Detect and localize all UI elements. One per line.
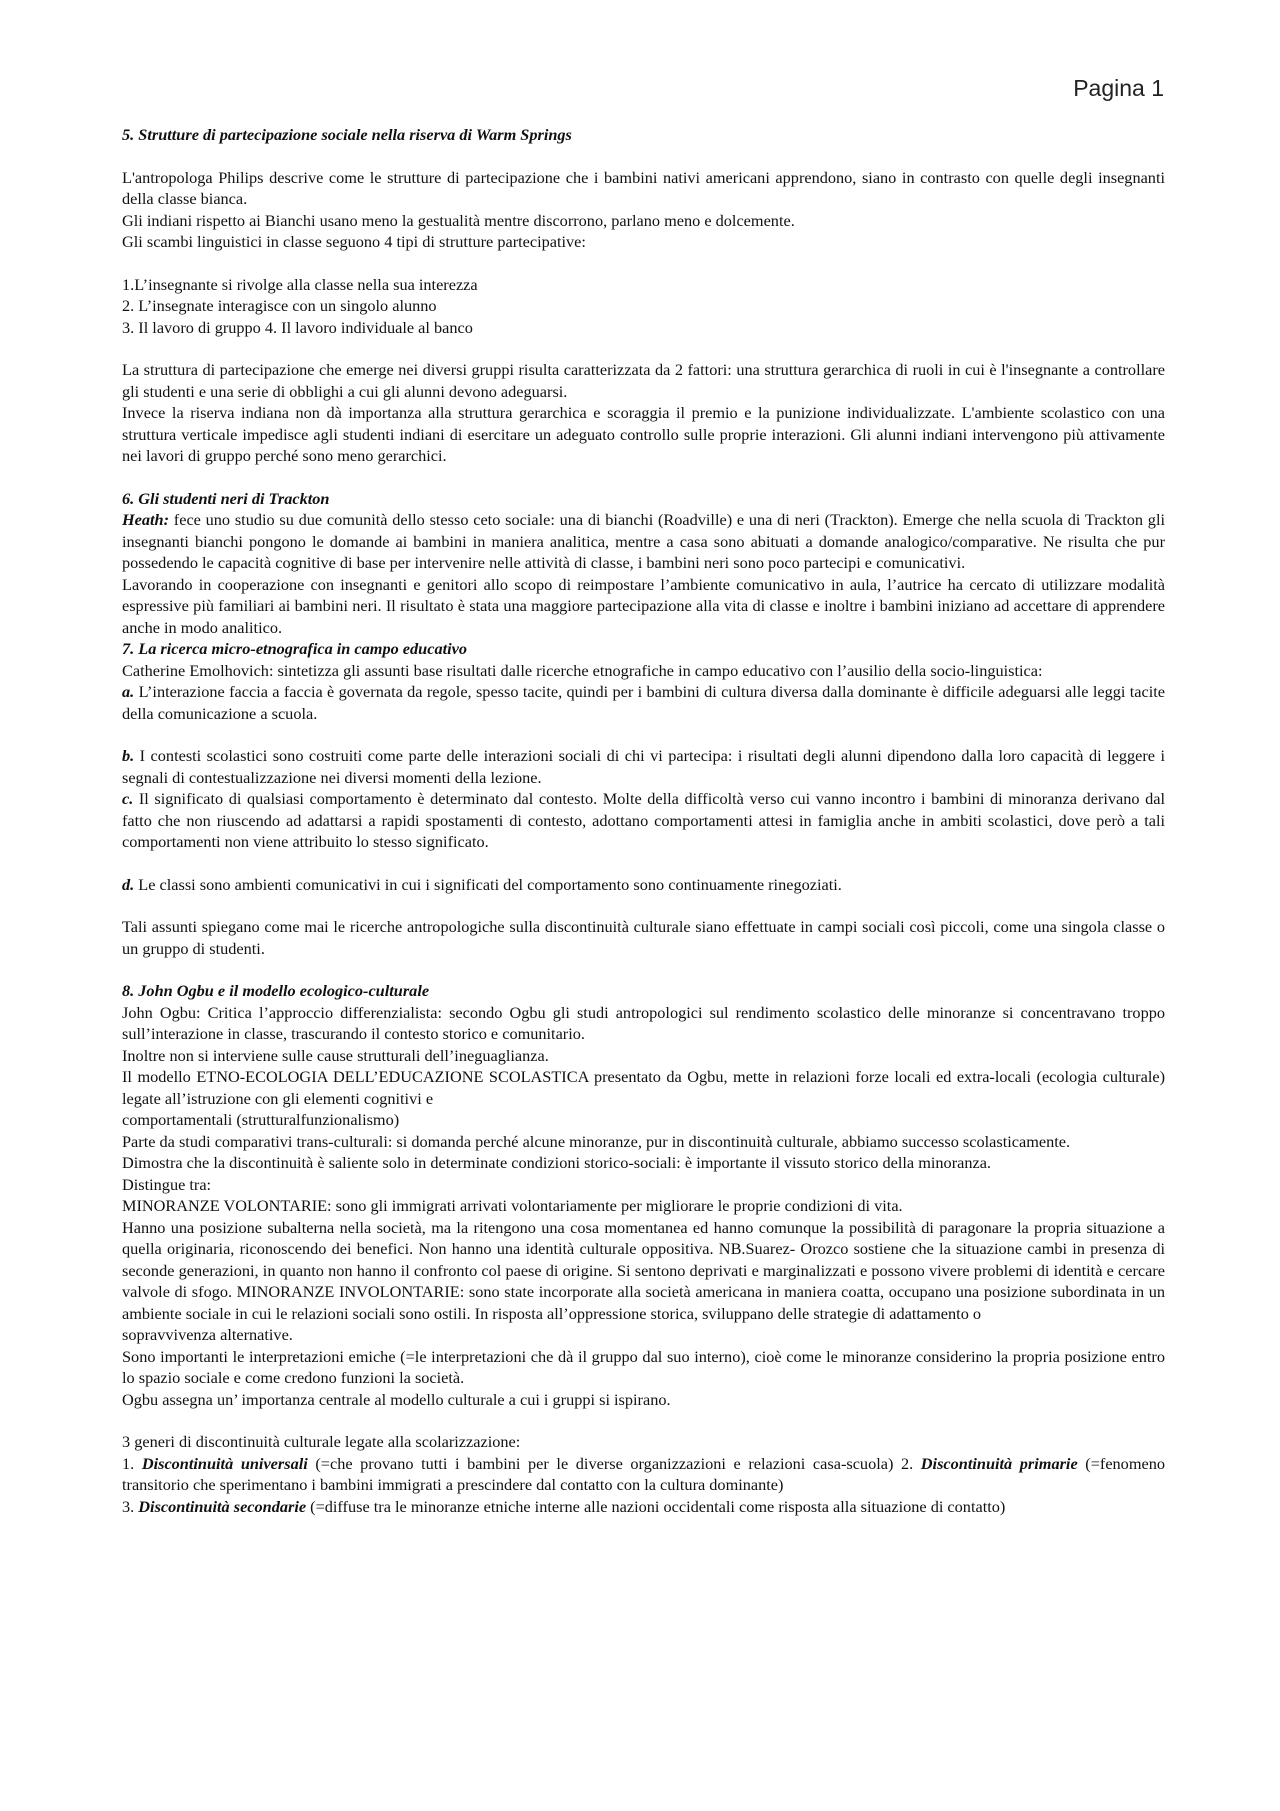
page-number: Pagina 1	[1073, 75, 1164, 101]
paragraph: c. Il significato di qualsiasi comportamento è determinato dal contesto. Molte della difficoltà verso cui vanno incontro i bambini di minoranza derivano dal fatto che non riuscendo ad adattarsi a rapidi spostamenti di contesto, adottano comportamenti attesi in famiglia anche in ambiti scolastici, dove però a tali comportamenti non viene attribuito lo stesso significato.	[122, 789, 1165, 851]
section-8-heading: 8. John Ogbu e il modello ecologico-culturale	[122, 981, 430, 1000]
term: Discontinuità universali	[141, 1453, 308, 1473]
paragraph: L'antropologa Philips descrive come le strutture di partecipazione che i bambini nativi americani apprendono, siano in contrasto con quelle degli insegnanti della classe bianca.	[122, 167, 1165, 208]
list-item: 1.L’insegnante si rivolge alla classe nella sua interezza	[122, 274, 478, 294]
paragraph: John Ogbu: Critica l’approccio differenzialista: secondo Ogbu gli studi antropologici sul rendimento scolastico delle minoranze si concentravano troppo sull’interazione in classe, trascurando il contesto storico e comunitario.	[122, 1002, 1165, 1043]
section-7-heading: 7. La ricerca micro-etnografica in campo educativo	[122, 639, 468, 658]
paragraph: Invece la riserva indiana non dà importanza alla struttura gerarchica e scoraggia il premio e la punizione individualizzate. L'ambiente scolastico con una struttura verticale impedisce agli studenti indiani di esercitare un adeguato controllo sulle proprie interazioni. Gli alunni indiani intervengono più attivamente nei lavori di gruppo perché sono meno gerarchici.	[122, 403, 1165, 465]
paragraph: Il modello ETNO-ECOLOGIA DELL’EDUCAZIONE SCOLASTICA presentato da Ogbu, mette in relazioni forze locali ed extra-locali (ecologia culturale) legate all’istruzione con gli elementi cognitivi e	[122, 1067, 1165, 1108]
section-5-heading: 5. Strutture di partecipazione sociale nella riserva di Warm Springs	[122, 125, 572, 144]
paragraph: La struttura di partecipazione che emerge nei diversi gruppi risulta caratterizzata da 2 fattori: una struttura gerarchica di ruoli in cui è l'insegnante a controllare gli studenti e una serie di obblighi a cui gli alunni devono adeguarsi.	[122, 360, 1165, 401]
paragraph: comportamentali (strutturalfunzionalismo)	[122, 1110, 400, 1129]
paragraph: a. L’interazione faccia a faccia è governata da regole, spesso tacite, quindi per i bambini di cultura diversa dalla dominante è difficile adeguarsi alle leggi tacite della comunicazione a scuola.	[122, 682, 1165, 723]
point-label: d.	[122, 874, 135, 894]
page-content	[122, 124, 1165, 1517]
term: Discontinuità primarie	[920, 1453, 1078, 1473]
paragraph: 1. Discontinuità universali (=che provano tutti i bambini per le diverse organizzazioni e relazioni casa-scuola) 2. Discontinuità primarie (=fenomeno transitorio che sperimentano i bambini immigrati a prescindere dal contatto con la cultura dominante)	[122, 1453, 1165, 1494]
paragraph: Sono importanti le interpretazioni emiche (=le interpretazioni che dà il gruppo dal suo interno), cioè come le minoranze considerino la propria posizione entro lo spazio sociale e come credono funzioni la società.	[122, 1346, 1165, 1387]
paragraph: 3. Discontinuità secondarie (=diffuse tra le minoranze etniche interne alle nazioni occidentali come risposta alla situazione di contatto)	[122, 1496, 1006, 1516]
paragraph: MINORANZE VOLONTARIE: sono gli immigrati arrivati volontariamente per migliorare le proprie condizioni di vita.	[122, 1196, 903, 1215]
paragraph: Hanno una posizione subalterna nella società, ma la ritengono una cosa momentanea ed hanno comunque la possibilità di paragonare la propria situazione a quella originaria, riconoscendo dei benefici. Non hanno una identità culturale oppositiva. NB.Suarez- Orozco sostiene che la situazione cambi in presenza di seconde generazioni, in quanto non hanno il confronto col paese di origine. Si sentono deprivati e marginalizzati e possono vivere problemi di identità e cercare valvole di sfogo. MINORANZE INVOLONTARIE: sono state incorporate alla società americana in maniera coatta, occupano una posizione subordinata in un ambiente sociale in cui le relazioni sociali sono ostili. In risposta all’oppressione storica, sviluppano delle strategie di adattamento o	[122, 1217, 1165, 1323]
paragraph: Lavorando in cooperazione con insegnanti e genitori allo scopo di reimpostare l’ambiente comunicativo in aula, l’autrice ha cercato di utilizzare modalità espressive più familiari ai bambini neri. Il risultato è stata una maggiore partecipazione alla vita di classe e inoltre i bambini iniziano ad accettare di apprendere anche in modo analitico.	[122, 574, 1165, 637]
point-label: b.	[122, 746, 135, 765]
author-label: Heath:	[122, 510, 170, 529]
paragraph: sopravvivenza alternative.	[122, 1325, 293, 1344]
paragraph: Inoltre non si interviene sulle cause strutturali dell’ineguaglianza.	[122, 1045, 549, 1065]
paragraph: Gli scambi linguistici in classe seguono 4 tipi di strutture partecipative:	[122, 232, 586, 251]
paragraph: Parte da studi comparativi trans-culturali: si domanda perché alcune minoranze, pur in discontinuità culturale, abbiamo successo scolasticamente.	[122, 1131, 1071, 1151]
paragraph: Distingue tra:	[122, 1174, 212, 1194]
term: Discontinuità secondarie	[138, 1496, 307, 1516]
list-item: 3. Il lavoro di gruppo 4. Il lavoro individuale al banco	[122, 317, 473, 337]
point-label: c.	[122, 789, 134, 808]
section-6-heading: 6. Gli studenti neri di Trackton	[122, 488, 330, 508]
list-item: 2. L’insegnate interagisce con un singolo alunno	[122, 296, 437, 315]
paragraph: Heath: fece uno studio su due comunità dello stesso ceto sociale: una di bianchi (Roadville) e una di neri (Trackton). Emerge che nella scuola di Trackton gli insegnanti bianchi pongono le domande ai bambini in maniera analitica, mentre a casa sono abituati a domande analogico/comparative. Ne risulta che pur possedendo le capacità cognitive di base per intervenire nelle attività di classe, i bambini neri sono poco partecipi e comunicativi.	[122, 510, 1165, 572]
paragraph: b. I contesti scolastici sono costruiti come parte delle interazioni sociali di chi vi partecipa: i risultati degli alunni dipendono dalla loro capacità di leggere i segnali di contestualizzazione nei diversi momenti della lezione.	[122, 746, 1165, 787]
paragraph: Catherine Emolhovich: sintetizza gli assunti base risultati dalle ricerche etnografiche in campo educativo con l’ausilio della socio-linguistica:	[122, 660, 1043, 680]
paragraph: 3 generi di discontinuità culturale legate alla scolarizzazione:	[122, 1432, 521, 1451]
paragraph: Tali assunti spiegano come mai le ricerche antropologiche sulla discontinuità culturale siano effettuate in campi sociali così piccoli, come una singola classe o un gruppo di studenti.	[122, 917, 1165, 958]
paragraph: Dimostra che la discontinuità è saliente solo in determinate condizioni storico-sociali: è importante il vissuto storico della minoranza.	[122, 1153, 992, 1172]
paragraph: Gli indiani rispetto ai Bianchi usano meno la gestualità mentre discorrono, parlano meno e dolcemente.	[122, 210, 795, 230]
paragraph: d. Le classi sono ambienti comunicativi in cui i significati del comportamento sono continuamente rinegoziati.	[122, 874, 842, 894]
point-label: a.	[122, 682, 135, 701]
paragraph: Ogbu assegna un’ importanza centrale al modello culturale a cui i gruppi si ispirano.	[122, 1389, 671, 1409]
